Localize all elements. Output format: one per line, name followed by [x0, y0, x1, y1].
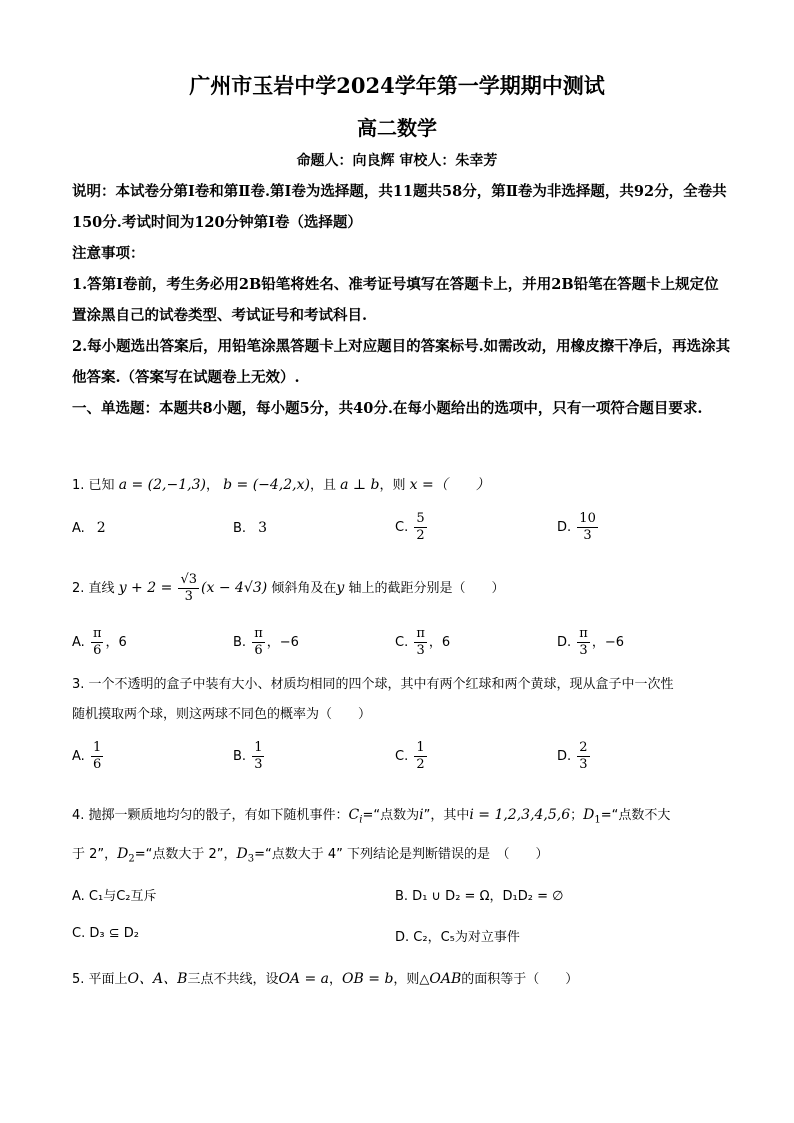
q5-text: ，则△: [393, 972, 430, 987]
fraction-numerator: 1: [416, 740, 425, 755]
q4-text: =“点数为: [362, 808, 420, 823]
q2-lhs: y + 2 =: [118, 580, 173, 596]
fraction: [178, 572, 199, 605]
q1-mid: ，且: [309, 478, 336, 493]
q2-option-c: [395, 626, 450, 659]
q1-suffix: ，则: [379, 478, 406, 493]
q4-sub: i: [359, 814, 363, 826]
q1-prefix: 1. 已知: [72, 478, 115, 493]
q1-option-c: [395, 511, 429, 544]
question-4-line-1: [72, 804, 670, 826]
q1-vector-a: a = (2,−1,3): [118, 477, 206, 493]
fraction-numerator: 2: [579, 740, 588, 755]
question-3-line-1: 3. 一个不透明的盒子中装有大小、材质均相同的四个球，其中有两个红球和两个黄球，现从盒子中一次性: [72, 677, 674, 692]
q2-option-a: [72, 626, 127, 659]
option-label: B.: [233, 749, 247, 764]
option-label: B.: [233, 635, 247, 650]
exam-subject: 高二数学: [357, 116, 437, 140]
q5-text: ，: [329, 972, 343, 987]
option-label: A.: [72, 635, 85, 650]
fraction-denominator: 3: [579, 643, 588, 658]
fraction-numerator: π: [416, 626, 425, 641]
fraction: [252, 740, 264, 773]
q5-text: 的面积等于（ ）: [461, 972, 579, 987]
option-tail: ，−6: [591, 635, 625, 650]
option-label: C.: [395, 749, 409, 764]
fraction-denominator: 3: [583, 528, 592, 543]
fraction-denominator: 3: [416, 643, 425, 658]
q1-option-b: [233, 520, 267, 536]
fraction: [91, 626, 104, 659]
q4-sub: 1: [594, 814, 601, 826]
q2-suffix: 倾斜角及在: [271, 581, 337, 596]
q4-option-c: C. D₃ ⊆ D₂: [72, 926, 139, 941]
q4-text: =“点数大于 4” 下列结论是判断错误的是 （ ）: [254, 847, 549, 862]
option-tail: ，6: [428, 635, 451, 650]
fraction-numerator: √3: [180, 572, 198, 587]
option-label: C.: [395, 635, 409, 650]
q5-points: O、A、B: [127, 971, 188, 987]
question-3-line-2: 随机摸取两个球，则这两球不同色的概率为（ ）: [72, 707, 372, 722]
fraction-denominator: 2: [416, 757, 425, 772]
q3-option-b: [233, 740, 266, 773]
q3-option-c: [395, 740, 429, 773]
fraction-numerator: 5: [416, 511, 425, 526]
q5-text: 5. 平面上: [72, 972, 128, 987]
q4-text: ；: [570, 808, 584, 823]
fraction-denominator: 2: [416, 528, 425, 543]
fraction-denominator: 6: [92, 757, 102, 772]
q4-var: C: [348, 807, 360, 823]
q1-perp: a ⊥ b: [340, 477, 380, 493]
q4-sub: 2: [128, 853, 135, 865]
exam-title: 广州市玉岩中学2024学年第一学期期中测试: [189, 73, 605, 98]
question-1: [72, 474, 490, 494]
q3-option-a: [72, 740, 105, 773]
fraction: [577, 511, 598, 544]
option-tail: ，6: [105, 635, 127, 650]
q2-prefix: 2. 直线: [72, 581, 115, 596]
fraction: [414, 626, 427, 659]
section-1-heading: 一、单选题：本题共8小题，每小题5分，共40分.在每小题给出的选项中，只有一项符合题目要求.: [72, 400, 703, 417]
q5-text: 三点不共线，设: [187, 972, 279, 987]
q1-vector-b: b = (−4,2,x): [223, 477, 310, 493]
fraction-denominator: 3: [254, 757, 263, 772]
note-1: 1.答第Ⅰ卷前，考生务必用2B铅笔将姓名、准考证号填写在答题卡上，并用2B铅笔在答题卡上规定位置涂黑自己的试卷类型、考试证号和考试科目.: [72, 276, 719, 324]
exam-description: 说明：本试卷分第Ⅰ卷和第Ⅱ卷.第Ⅰ卷为选择题，共11题共58分，第Ⅱ卷为非选择题，共92分，全卷共150分.考试时间为120分钟第Ⅰ卷（选择题）: [72, 183, 727, 231]
q1-sep: ，: [205, 478, 219, 493]
option-label: A.: [72, 749, 85, 764]
q3-option-d: [557, 740, 592, 773]
notes-title: 注意事项：: [72, 245, 145, 262]
q1-ask: x =（ ）: [409, 477, 490, 493]
q4-var: D: [236, 846, 248, 862]
fraction-denominator: 3: [184, 589, 193, 604]
q2-option-d: [557, 626, 624, 659]
q5-vector-ob: OB = b: [342, 971, 394, 987]
q5-vector-oa: OA = a: [278, 971, 330, 987]
option-label: D.: [557, 749, 572, 764]
fraction: [91, 740, 103, 773]
fraction-denominator: 3: [579, 757, 588, 772]
fraction-numerator: 10: [579, 511, 596, 526]
q2-suffix2: 轴上的截距分别是（ ）: [348, 581, 505, 596]
fraction-numerator: 1: [92, 740, 102, 755]
option-tail: ，−6: [266, 635, 299, 650]
fraction-denominator: 6: [93, 643, 102, 658]
fraction: [577, 740, 589, 773]
fraction: [252, 626, 265, 659]
q2-option-b: [233, 626, 299, 659]
q4-var: D: [117, 846, 129, 862]
q2-rhs: (x − 4√3): [201, 580, 268, 596]
q2-axis: y: [336, 580, 345, 596]
fraction: [577, 626, 590, 659]
option-label: C.: [395, 520, 409, 535]
fraction-numerator: π: [579, 626, 588, 641]
q4-text: ”，其中: [423, 808, 470, 823]
q4-option-b: B. D₁ ∪ D₂ = Ω，D₁D₂ = ∅: [395, 889, 564, 904]
question-2: [72, 572, 504, 605]
option-value: 2: [96, 520, 106, 536]
q4-text: =“点数大于 2”，: [134, 847, 237, 862]
q4-text: =“点数不大: [600, 808, 671, 823]
q1-option-a: [72, 520, 106, 536]
exam-authors: 命题人：向良辉 审校人：朱幸芳: [296, 153, 498, 169]
option-label: D.: [557, 635, 572, 650]
question-4-line-2: [72, 843, 549, 865]
q4-var: i: [419, 807, 424, 823]
fraction-numerator: π: [92, 626, 102, 641]
q1-option-d: [557, 511, 600, 544]
q4-text: 于 2”，: [72, 847, 118, 862]
fraction: [414, 511, 426, 544]
option-label: A.: [72, 521, 85, 536]
q4-sub: 3: [247, 853, 255, 865]
fraction-numerator: 1: [254, 740, 263, 755]
q4-var: D: [583, 807, 595, 823]
question-5: [72, 968, 578, 988]
fraction: [414, 740, 426, 773]
q4-range: i = 1,2,3,4,5,6: [469, 807, 571, 823]
note-2: 2.每小题选出答案后，用铅笔涂黑答题卡上对应题目的答案标号.如需改动，用橡皮擦干净后，再选涂其他答案.（答案写在试题卷上无效）.: [72, 338, 731, 386]
option-value: 3: [258, 520, 267, 536]
fraction-numerator: π: [254, 626, 263, 641]
option-label: D.: [557, 520, 572, 535]
q4-option-d: D. C₂，C₅为对立事件: [395, 930, 520, 945]
q4-option-a: A. C₁与C₂互斥: [72, 889, 157, 904]
option-label: B.: [233, 521, 247, 536]
fraction-denominator: 6: [254, 643, 263, 658]
q5-triangle: OAB: [429, 971, 462, 987]
q4-text: 4. 抛掷一颗质地均匀的骰子，有如下随机事件：: [72, 808, 349, 823]
